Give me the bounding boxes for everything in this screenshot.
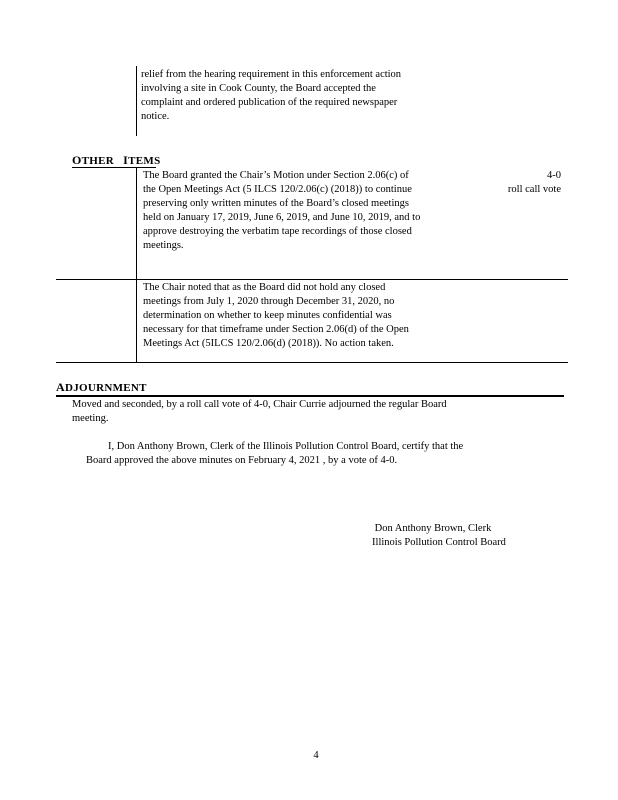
other-items-underline [72,167,156,168]
text-line: approve destroying the verbatim tape recordings of those closed [143,226,412,237]
other-item-2-text [143,281,443,351]
text-line: meetings from July 1, 2020 through December 31, 2020, no [143,296,395,307]
text-line: meetings. [143,240,184,251]
heading-initial: O [72,153,82,167]
text-line: meeting. [72,413,109,424]
other-item-1-text [143,169,460,253]
page-number: 4 [313,750,319,761]
text-line: determination on whether to keep minutes confidential was [143,310,392,321]
item-separator [56,279,568,280]
text-line: Meetings Act (5ILCS 120/2.06(d) (2018)). No action taken. [143,338,394,349]
text-line: held on January 17, 2019, June 6, 2019, and June 10, 2019, and to [143,212,421,223]
text-line: relief from the hearing requirement in this enforcement action [141,69,402,80]
top-item-divider [136,66,137,136]
text-line: The Board granted the Chair’s Motion under Section 2.06(c) of [143,170,409,181]
adjournment-text [72,398,494,426]
text-line: I, Don Anthony Brown, Clerk of the Illinois Pollution Control Board, certify that the [108,441,464,452]
text-line: Board approved the above minutes on February 4, 2021 , by a vote of 4-0. [86,455,398,466]
text-line: involving a site in Cook County, the Board accepted the [141,83,376,94]
signature-org: Illinois Pollution Control Board [372,537,506,548]
item-1-vote-count: 4-0 [547,170,561,181]
certification-text [86,440,514,468]
adjournment-rule [56,395,564,397]
text-line: preserving only written minutes of the Board’s closed meetings [143,198,409,209]
other-items-divider [136,167,137,363]
text-line: complaint and ordered publication of the required newspaper [141,97,398,108]
heading-rest: TEMS [128,155,161,167]
text-line: notice. [141,111,170,122]
heading-initial: I [123,153,129,167]
adjournment-heading [56,380,147,395]
item-separator [56,362,568,363]
heading-rest: THER [81,155,115,167]
heading-rest: DJOURNMENT [64,382,147,394]
item-1-vote-type: roll call vote [507,184,561,195]
text-line: Moved and seconded, by a roll call vote of 4-0, Chair Currie adjourned the regular Board [72,399,447,410]
signature-name: Don Anthony Brown, Clerk [374,523,492,534]
top-item-text [141,68,436,124]
text-line: the Open Meetings Act (5 ILCS 120/2.06(c) (2018)) to continue [143,184,412,195]
text-line: necessary for that timeframe under Section 2.06(d) of the Open [143,324,409,335]
other-items-heading [72,153,161,168]
heading-initial: A [56,380,65,394]
text-line: The Chair noted that as the Board did not hold any closed [143,282,386,293]
